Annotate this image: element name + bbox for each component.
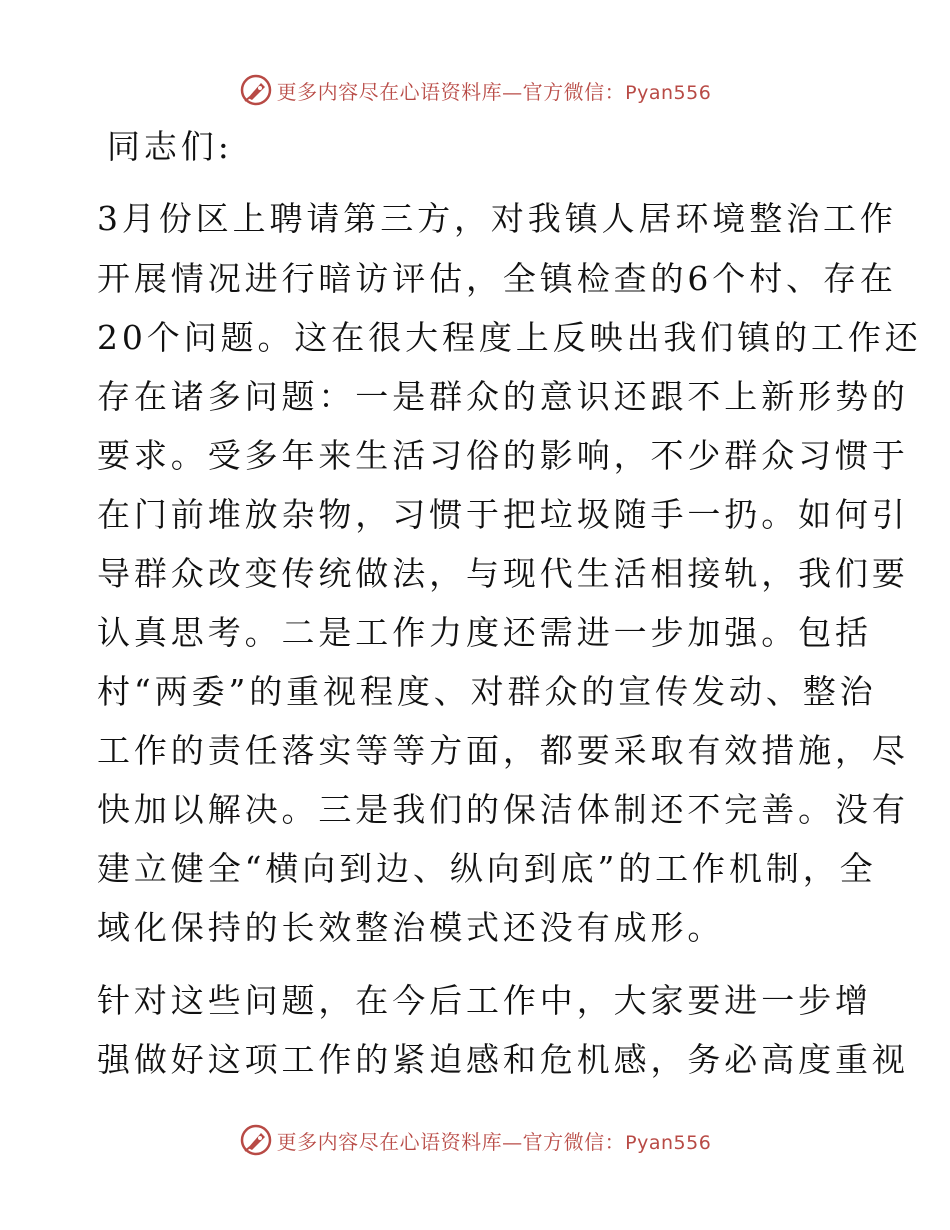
watermark-text: 更多内容尽在心语资料库—官方微信：Pyan556	[276, 1129, 712, 1154]
pen-nib-logo-icon	[239, 73, 273, 107]
watermark-text: 更多内容尽在心语资料库—官方微信：Pyan556	[276, 79, 712, 104]
paragraph-line: 建立健全“横向到边、纵向到底”的工作机制，全	[97, 849, 877, 888]
paragraph-line: 工作的责任落实等等方面，都要采取有效措施，尽	[97, 731, 909, 770]
paragraph-line: 针对这些问题，在今后工作中，大家要进一步增	[97, 981, 872, 1020]
paragraph-line: 20个问题。这在很大程度上反映出我们镇的工作还	[97, 318, 922, 357]
paragraph-line: 要求。受多年来生活习俗的影响，不少群众习惯于	[97, 436, 909, 475]
paragraph-line: 存在诸多问题：一是群众的意识还跟不上新形势的	[97, 377, 909, 416]
paragraph-line: 认真思考。二是工作力度还需进一步加强。包括	[97, 613, 872, 652]
paragraph-line: 在门前堆放杂物，习惯于把垃圾随手一扔。如何引	[97, 495, 909, 534]
paragraph-line: 村“两委”的重视程度、对群众的宣传发动、整治	[97, 672, 877, 711]
paragraph-line: 快加以解决。三是我们的保洁体制还不完善。没有	[97, 790, 909, 829]
pen-nib-logo-icon	[239, 1123, 273, 1157]
paragraph-line: 3月份区上聘请第三方，对我镇人居环境整治工作	[97, 199, 897, 238]
header-watermark	[0, 70, 950, 110]
paragraph-line: 强做好这项工作的紧迫感和危机感，务必高度重视	[97, 1040, 909, 1079]
watermark-wechat-id: Pyan556	[625, 81, 712, 104]
footer-watermark	[0, 1120, 950, 1160]
paragraph-line: 域化保持的长效整治模式还没有成形。	[97, 908, 725, 947]
paragraph-line: 导群众改变传统做法，与现代生活相接轨，我们要	[97, 554, 909, 593]
paragraph-line: 开展情况进行暗访评估，全镇检查的6个村、存在	[97, 259, 897, 298]
watermark-wechat-id: Pyan556	[625, 1131, 712, 1154]
greeting: 同志们:	[107, 127, 233, 166]
